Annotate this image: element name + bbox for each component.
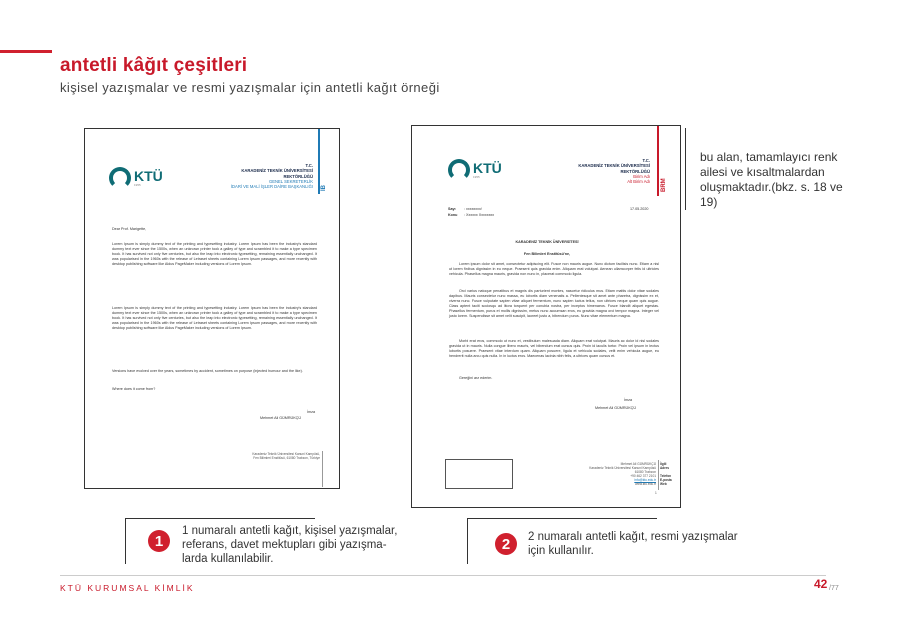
footer-addr-line: 61080 Trabzon <box>634 470 656 474</box>
hdr-unit1: GENEL SEKRETERLİK <box>268 178 313 184</box>
letter2-footer-divider <box>658 460 659 490</box>
footer-key: İlgili <box>660 462 667 466</box>
hdr-uni: KARADENİZ TEKNİK ÜNİVERSİTESİ <box>578 163 650 169</box>
hdr-unit2: Alt Birim Adı <box>627 179 650 185</box>
side-code: İB <box>321 185 327 191</box>
letter2-closing: Gereğini arz ederim. <box>459 376 493 380</box>
letter2-page-number: 1 <box>655 491 657 495</box>
letter1-header <box>231 163 313 189</box>
letter2-recipient: Fen Bilimleri Enstitüsü'ne, <box>523 252 571 256</box>
note2-bracket-top <box>467 518 657 519</box>
footer-key: E-posta <box>660 478 672 482</box>
side-color-line <box>318 129 320 194</box>
letter2-sign-name: Mehmet Ali GÜMRÜKÇÜ <box>595 406 636 410</box>
note2-text <box>528 530 738 558</box>
footer-key: Telefon <box>660 474 672 478</box>
footer-addr-line: Karadeniz Teknik Üniversitesi Kanuni Kampüsü <box>589 466 656 470</box>
letter1-para1: Lorem Ipsum is simply dummy text of the printing and typesetting industry. Lorem Ipsum has been the industry's standard dummy text ever since the 1500s, when an unknown printer took a galley of type and scrambled it to make a type specimen book. It has survived not only five centuries, but also the leap into electronic typesetting, remaining essentially unchanged. It was popularised in the 1960s with the release of Letraset sheets containing Lorem Ipsum passages, and more recently with desktop publishing software like Aldus PageMaker including versions of Lorem Ipsum. <box>112 242 317 266</box>
note1-bracket <box>125 518 126 564</box>
page-number: 42 <box>814 577 828 591</box>
note1-line: referans, davet mektupları gibi yazışma- <box>182 539 387 551</box>
annotation-note: bu alan, tamamlayıcı renk ailesi ve kısaltmalardan oluşmaktadır.(bkz. s. 18 ve 19) <box>700 150 843 209</box>
letter2-header <box>578 158 650 184</box>
hdr-tc: T.C. <box>305 163 313 168</box>
ktu-logo-2 <box>448 159 502 181</box>
ktu-logo-icon <box>109 167 131 189</box>
sayi-label: Sayı <box>448 207 456 211</box>
letterhead-2 <box>411 125 681 508</box>
footer-divider <box>60 575 826 576</box>
letter1-greeting: Dear Prof. Marigette, <box>112 227 147 231</box>
hdr-unit1: Birim Adı <box>633 173 650 179</box>
logo-text: KTÜ <box>134 168 163 184</box>
note1-bracket-top <box>125 518 315 519</box>
letter1-sign-label: İmza <box>307 410 315 414</box>
title-accent-bar <box>0 50 52 53</box>
note2-bracket <box>467 518 468 564</box>
letter1-sign-name: Mehmet Ali GÜMRÜKÇÜ <box>260 416 301 420</box>
note2-number-badge: 2 <box>495 533 517 555</box>
side-color-line <box>657 126 659 196</box>
letter2-para1: Lorem ipsum dolor sit amet, consectetur adipiscing elit. Fusce non mauris augue. Nunc dictum facilisis nunc. Etiam a nisl ut lorem finibus dignissim in eu neque. Praesent quis gravida enim. Aliquam erat volutpat. Aenean ullamcorper felis id ultricies vehicula. Phasellus magna mauris, gravida non nunc in, placerat commodo ligula. <box>449 262 659 276</box>
konu-value: : Xxxxxx Xxxxxxxx <box>464 213 495 217</box>
letter1-para3: Versions have evolved over the years, sometimes by accident, sometimes on purpose (injected humour and the like). <box>112 369 303 373</box>
letter2-institution: KARADENİZ TEKNİK ÜNİVERSİTESİ <box>515 240 579 244</box>
logo-year: 1955 <box>134 183 141 187</box>
note1-number-badge: 1 <box>148 530 170 552</box>
footer-addr-line: info@ktu.edu.tr <box>634 478 656 482</box>
letter2-footer-address <box>572 462 656 486</box>
page-subtitle: kişisel yazışmalar ve resmi yazışmalar için antetli kağıt örneği <box>60 80 440 95</box>
footer-key: Adres <box>660 466 670 470</box>
letter2-para3: Morbi erat eros, commodo ut nunc et, vestibulum malesuada diam. Aliquam erat volutpat. Mauris ac dolor id nisl sodales gravida ut in mauris. Nulla congue libero mauris, vel bibendum erat cursus quis. Proin id iaculis tortor. Proin vel ipsum in lectus lobortis posuere. Praesent vitae interdum quam. Aliquam posuere, ligula et vehicula sodales, velit enim vehicula augue, eu hendrerit nulla arcu quis nulla. In in luctus eros. Maecenas lacinia nibh felis, a ultrices quam cursus et. <box>449 339 659 358</box>
side-code: BRM <box>661 178 667 192</box>
footer-addr-line: www.ktu.edu.tr <box>635 482 656 486</box>
letter2-para2: Orci varius natoque penatibus et magnis dis parturient montes, nascetur ridiculus mus. Etiam mattis dolor vitae sodales dapibus. Mauris consectetur nunc massa, eu lobortis diam venenatis a. Pellentesque sit amet ante pharetra, dignissim ex et, viverra nunc. Fusce vulputate sapien vitae aliquet fermentum, nunc sapien luctus tellus, non ultrices neque quam quis augue. Class aptent taciti sociosqu ad litora torquent per conubia nostra, per inceptos himenaeos. Fusce blandit aliquet egestas. Phasellus fermentum, purus et mollis dignissim, metus nunc accumsan eros, eu gravida magna orci tempor magna. Integer vel justo lorem. Suspendisse sit amet velit suscipit, laoreet justo a, bibendum purus. Nunc vitae elementum magna. <box>449 289 659 318</box>
note2-line: için kullanılır. <box>528 545 594 557</box>
logo-year: 1955 <box>473 175 480 179</box>
footer-addr-line: +90 462 377 2101 <box>630 474 656 478</box>
footer-addr-line: Mehmet Ali GÜMRÜKÇÜ <box>620 462 656 466</box>
hdr-rek: REKTÖRLÜĞÜ <box>620 168 650 174</box>
note2-line: 2 numaralı antetli kağıt, resmi yazışmalar <box>528 531 738 543</box>
letter1-footer-address: Karadeniz Teknik Üniversitesi Kanuni Kampüsü, Fen Bilimleri Enstitüsü, 61080 Trabzon, Türkiye <box>252 452 320 460</box>
note1-line: larda kullanılabilir. <box>182 553 274 565</box>
hdr-uni: KARADENİZ TEKNİK ÜNİVERSİTESİ <box>241 168 313 174</box>
ktu-logo-icon <box>448 159 470 181</box>
letterhead-1 <box>84 128 340 489</box>
hdr-unit2: İDARİ VE MALİ İŞLER DAİRE BAŞKANLIĞI <box>230 184 313 190</box>
logo-text: KTÜ <box>473 160 502 176</box>
note1-text <box>182 524 397 566</box>
letter1-footer-divider <box>322 451 323 487</box>
annotation-bracket <box>685 128 686 210</box>
hdr-rek: REKTÖRLÜĞÜ <box>283 173 313 179</box>
page-total: /77 <box>829 585 839 592</box>
letter2-footer-keys <box>660 462 672 486</box>
letter2-date: 17.05.2020 <box>630 207 649 211</box>
note1-line: 1 numaralı antetli kağıt, kişisel yazışmalar, <box>182 525 398 537</box>
ktu-logo <box>109 167 163 189</box>
letter2-sign-label: İmza <box>624 398 632 402</box>
address-window-box <box>445 459 513 489</box>
hdr-tc: T.C. <box>642 158 650 163</box>
footer-key: Web <box>660 482 667 486</box>
page-title: antetli kâğıt çeşitleri <box>60 55 248 76</box>
letter1-para4: Where does it come from? <box>112 387 156 391</box>
letter1-para2: Lorem Ipsum is simply dummy text of the printing and typesetting industry. Lorem Ipsum has been the industry's standard dummy text ever since the 1500s, when an unknown printer took a galley of type and scrambled it to make a type specimen book. It has survived not only five centuries, but also the leap into electronic typesetting, remaining essentially unchanged. It was popularised in the 1960s with the release of Letraset sheets containing Lorem Ipsum passages, and more recently with desktop publishing software like Aldus PageMaker including versions of Lorem Ipsum. <box>112 306 317 330</box>
footer-brand: KTÜ KURUMSAL KİMLİK <box>60 583 195 593</box>
konu-label: Konu <box>448 213 458 217</box>
sayi-value: : xxxxxxxx/ <box>464 207 482 211</box>
